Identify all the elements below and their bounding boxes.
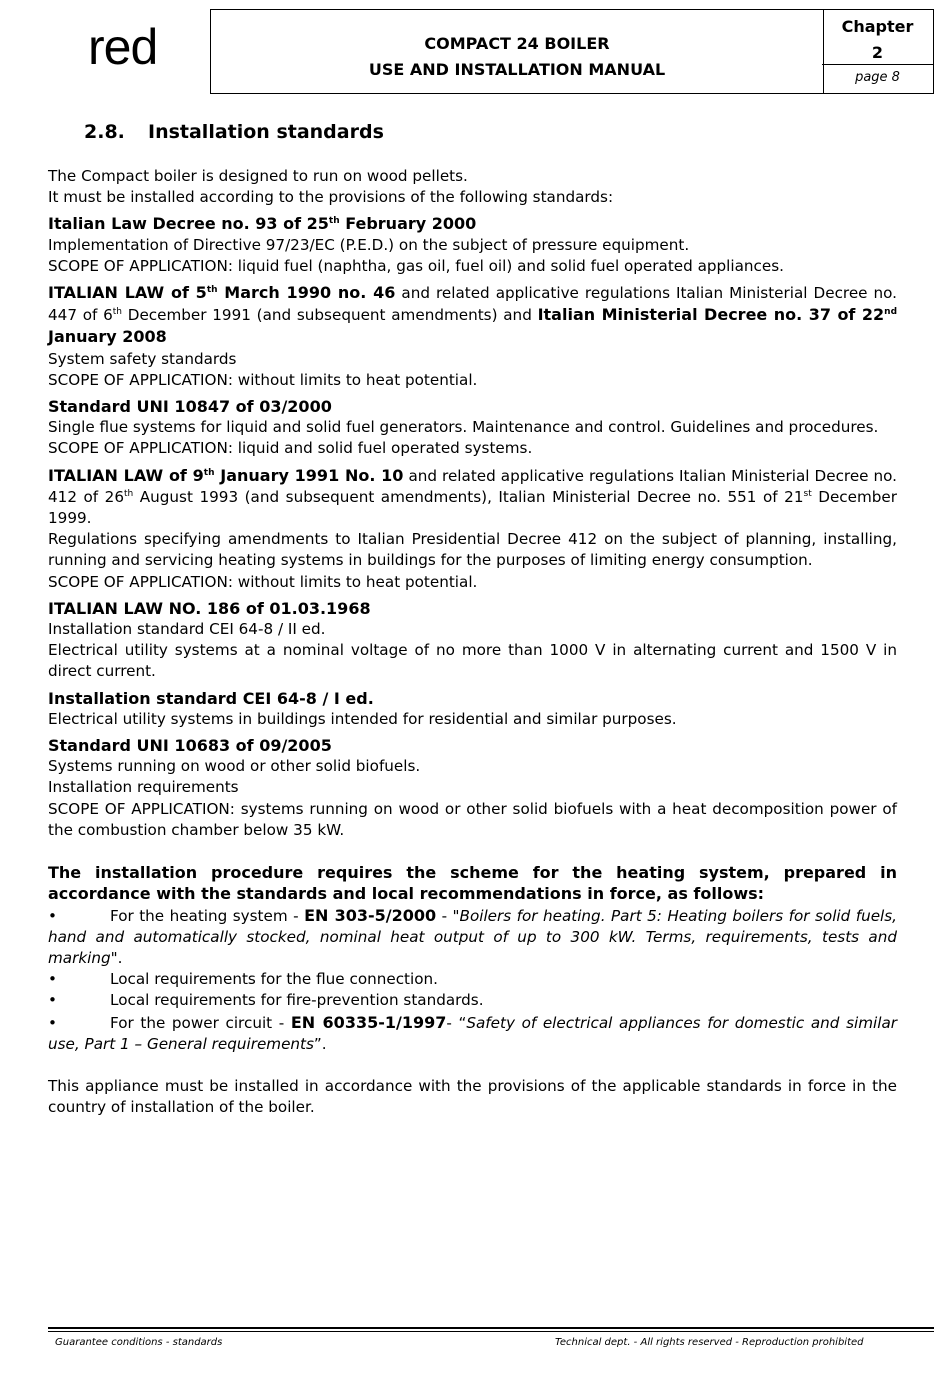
- intro-line-2: It must be installed according to the provisions of the following standards:: [48, 188, 614, 207]
- section-heading: [84, 121, 384, 143]
- procedure-heading: The installation procedure requires the scheme for the heating system, prepared in accordance with the standards and local recommendations in force, as follows:: [48, 863, 897, 904]
- footer-left-text: Guarantee conditions - standards: [55, 1337, 223, 1348]
- standard-description: Electrical utility systems at a nominal voltage of no more than 1000 V in alternating current and 1500 V in direct current.: [48, 641, 897, 681]
- closing-paragraph: This appliance must be installed in accordance with the provisions of the applicable standards in force in the country of installation of the boiler.: [48, 1076, 897, 1117]
- standard-description: Systems running on wood or other solid biofuels.: [48, 757, 421, 776]
- list-item: • Local requirements for fire-prevention standards.: [48, 990, 897, 1011]
- standard-heading: ITALIAN LAW NO. 186 of 01.03.1968: [48, 598, 371, 618]
- intro-line-1: The Compact boiler is designed to run on wood pellets.: [48, 167, 468, 185]
- standard-heading: Standard UNI 10683 of 09/2005: [48, 736, 332, 756]
- company-logo: red: [88, 19, 158, 75]
- scope-of-application: SCOPE OF APPLICATION: without limits to heat potential.: [48, 370, 478, 389]
- footer-divider-thin: [48, 1331, 934, 1332]
- document-title-line1: COMPACT 24 BOILER: [424, 34, 610, 53]
- standard-description: Installation requirements: [48, 778, 239, 797]
- scope-of-application: SCOPE OF APPLICATION: systems running on wood or other solid biofuels with a heat decomposition power of the combustion chamber below 35 kW.: [48, 799, 897, 839]
- bullet-icon: •: [48, 970, 57, 989]
- document-body: [48, 166, 897, 1118]
- section-number: 2.8.: [84, 121, 125, 143]
- scope-of-application: SCOPE OF APPLICATION: without limits to heat potential.: [48, 572, 478, 591]
- scope-of-application: SCOPE OF APPLICATION: liquid and solid fuel operated systems.: [48, 439, 533, 458]
- list-item: • For the heating system - EN 303-5/2000 - "Boilers for heating. Part 5: Heating boilers for solid fuels, hand and automatically stocked, nominal heat output of up to 300 kW. Terms, requirements, tests and marking".: [48, 905, 898, 967]
- footer-divider: [48, 1327, 934, 1329]
- standard-heading: Standard UNI 10847 of 03/2000: [48, 397, 332, 417]
- standard-description: System safety standards: [48, 349, 237, 368]
- standard-description: Regulations specifying amendments to Italian Presidential Decree 412 on the subject of planning, installing, running and servicing heating systems in buildings for the purposes of limiting energy consumption.: [48, 530, 897, 570]
- scope-of-application: SCOPE OF APPLICATION: liquid fuel (naphtha, gas oil, fuel oil) and solid fuel operated appliances.: [48, 256, 784, 275]
- standard-heading: Italian Law Decree no. 93 of 25th February 2000: [48, 214, 477, 234]
- chapter-cell: [822, 10, 933, 65]
- chapter-number: 2: [871, 43, 884, 62]
- standard-description: Electrical utility systems in buildings intended for residential and similar purposes.: [48, 709, 677, 728]
- bullet-icon: •: [48, 1013, 57, 1032]
- document-title-line2: USE AND INSTALLATION MANUAL: [368, 60, 666, 79]
- standard-heading: Installation standard CEI 64-8 / I ed.: [48, 688, 374, 708]
- bullet-icon: •: [48, 991, 57, 1010]
- footer-right-text: Technical dept. - All rights reserved - Reproduction prohibited: [555, 1337, 864, 1348]
- bullet-icon: •: [48, 906, 57, 925]
- section-title: Installation standards: [148, 121, 384, 143]
- chapter-box: [822, 9, 934, 94]
- document-title-box: [210, 9, 824, 94]
- chapter-label: Chapter: [841, 17, 914, 36]
- list-item: • Local requirements for the flue connection.: [48, 969, 897, 990]
- standard-description: Implementation of Directive 97/23/EC (P.E.D.) on the subject of pressure equipment.: [48, 235, 690, 254]
- standard-heading: ITALIAN LAW of 5th March 1990 no. 46 and related applicative regulations Italian Ministerial Decree no. 447 of 6th December 1991 (and subsequent amendments) and Italian Ministerial Decree no. 37 of 22nd January 2008: [48, 283, 898, 347]
- page-number: page 8: [855, 70, 900, 85]
- standard-heading: ITALIAN LAW of 9th January 1991 No. 10 and related applicative regulations Italian Ministerial Decree no. 412 of 26th August 1993 (and subsequent amendments), Italian Ministerial Decree no. 551 of 21st December 1999.: [48, 465, 898, 528]
- list-item: • For the power circuit - EN 60335-1/1997- “Safety of electrical appliances for domestic and similar use, Part 1 – General requirements”.: [48, 1012, 897, 1053]
- standard-description: Single flue systems for liquid and solid fuel generators. Maintenance and control. Guidelines and procedures.: [48, 418, 879, 437]
- standard-description: Installation standard CEI 64-8 / II ed.: [48, 620, 326, 639]
